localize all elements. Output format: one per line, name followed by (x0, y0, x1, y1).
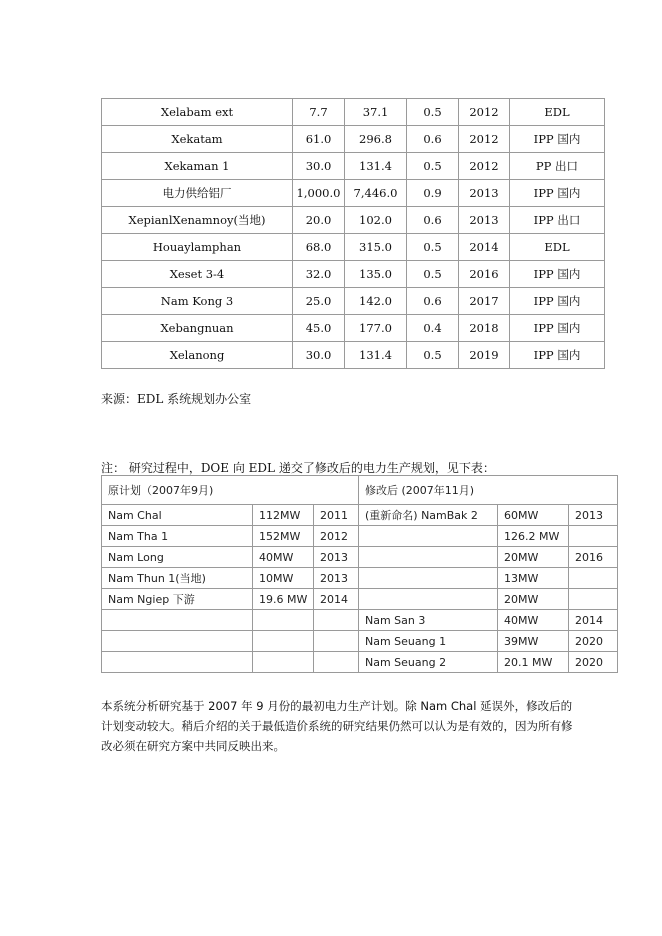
table-cell-o-mw (253, 631, 314, 652)
table-cell-r-year (569, 526, 618, 547)
table-row (102, 342, 605, 369)
table-cell-mw: 32.0 (293, 261, 345, 288)
table-cell-r-name: Nam San 3 (359, 610, 498, 631)
table-cell-name: Xekatam (102, 126, 293, 153)
revised-plan-header: 修改后 (2007年11月) (359, 476, 618, 505)
table-cell-r-mw: 126.2 MW (498, 526, 569, 547)
table-cell-mw: 61.0 (293, 126, 345, 153)
table-cell-o-mw (253, 652, 314, 673)
table-cell-name: Xeset 3-4 (102, 261, 293, 288)
table-cell-gwh: 102.0 (345, 207, 407, 234)
table-cell-o-year: 2011 (314, 505, 359, 526)
table-cell-type: IPP 国内 (510, 342, 605, 369)
table-cell-factor: 0.5 (407, 153, 459, 180)
table-row (102, 568, 618, 589)
table-row (102, 505, 618, 526)
table-cell-r-year: 2013 (569, 505, 618, 526)
table-cell-r-name (359, 526, 498, 547)
table-row (102, 99, 605, 126)
table-row (102, 315, 605, 342)
table-cell-o-year (314, 610, 359, 631)
table-row (102, 652, 618, 673)
table-cell-factor: 0.6 (407, 126, 459, 153)
table-cell-r-mw: 20MW (498, 547, 569, 568)
original-plan-header: 原计划（2007年9月) (102, 476, 359, 505)
table-cell-o-mw: 112MW (253, 505, 314, 526)
table-cell-type: EDL (510, 99, 605, 126)
table-cell-mw: 1,000.0 (293, 180, 345, 207)
table-cell-gwh: 142.0 (345, 288, 407, 315)
table-cell-o-year: 2014 (314, 589, 359, 610)
table-cell-o-name: Nam Thun 1(当地) (102, 568, 253, 589)
power-project-table-body (102, 99, 605, 369)
table-cell-o-name: Nam Long (102, 547, 253, 568)
table-cell-year: 2019 (459, 342, 510, 369)
table-cell-factor: 0.6 (407, 207, 459, 234)
table-cell-name: XepianlXenamnoy(当地) (102, 207, 293, 234)
source-note: 来源：EDL 系统规划办公室 (101, 392, 252, 406)
table-cell-r-name (359, 568, 498, 589)
table-cell-year: 2013 (459, 180, 510, 207)
table-cell-r-year: 2016 (569, 547, 618, 568)
table-cell-r-mw: 39MW (498, 631, 569, 652)
table-cell-o-mw: 40MW (253, 547, 314, 568)
table-cell-gwh: 296.8 (345, 126, 407, 153)
table-cell-type: PP 出口 (510, 153, 605, 180)
table-row (102, 589, 618, 610)
table-cell-gwh: 135.0 (345, 261, 407, 288)
table-cell-gwh: 37.1 (345, 99, 407, 126)
table-cell-factor: 0.5 (407, 342, 459, 369)
table-cell-factor: 0.4 (407, 315, 459, 342)
plan-revision-table-body (102, 476, 618, 673)
table-cell-r-mw: 20MW (498, 589, 569, 610)
table-cell-type: IPP 国内 (510, 180, 605, 207)
table-cell-gwh: 315.0 (345, 234, 407, 261)
table-cell-year: 2012 (459, 99, 510, 126)
table-cell-name: Xelanong (102, 342, 293, 369)
table-cell-r-year: 2020 (569, 652, 618, 673)
table-cell-mw: 7.7 (293, 99, 345, 126)
table-cell-o-mw (253, 610, 314, 631)
table-row (102, 288, 605, 315)
table-cell-o-name (102, 652, 253, 673)
table-cell-year: 2014 (459, 234, 510, 261)
table-cell-gwh: 177.0 (345, 315, 407, 342)
table-cell-o-name: Nam Chal (102, 505, 253, 526)
table-cell-r-mw: 40MW (498, 610, 569, 631)
table-row (102, 631, 618, 652)
table-cell-o-name: Nam Tha 1 (102, 526, 253, 547)
table-cell-r-name (359, 547, 498, 568)
table-cell-name: Xebangnuan (102, 315, 293, 342)
table-cell-r-year: 2020 (569, 631, 618, 652)
table-cell-name: Xekaman 1 (102, 153, 293, 180)
table-row (102, 261, 605, 288)
table-cell-factor: 0.6 (407, 288, 459, 315)
table-cell-name: Xelabam ext (102, 99, 293, 126)
table-row (102, 126, 605, 153)
table-cell-year: 2013 (459, 207, 510, 234)
table-cell-o-year: 2013 (314, 568, 359, 589)
table-cell-r-name: Nam Seuang 1 (359, 631, 498, 652)
table-cell-r-name (359, 589, 498, 610)
table-cell-r-mw: 13MW (498, 568, 569, 589)
table-cell-r-mw: 20.1 MW (498, 652, 569, 673)
analysis-paragraph: 本系统分析研究基于 2007 年 9 月份的最初电力生产计划。除 Nam Chal 延误外，修改后的计划变动较大。稍后介绍的关于最低造价系统的研究结果仍然可以认为是有效的，因为所有修改必须在研究方案中共同反映出来。 (101, 699, 573, 753)
table-cell-mw: 20.0 (293, 207, 345, 234)
table-cell-factor: 0.5 (407, 99, 459, 126)
table-cell-year: 2018 (459, 315, 510, 342)
table-cell-name: Nam Kong 3 (102, 288, 293, 315)
table-cell-gwh: 131.4 (345, 153, 407, 180)
table-cell-mw: 45.0 (293, 315, 345, 342)
table-cell-r-year (569, 568, 618, 589)
table-cell-mw: 68.0 (293, 234, 345, 261)
table-cell-o-mw: 10MW (253, 568, 314, 589)
table-cell-r-name: (重新命名) NamBak 2 (359, 505, 498, 526)
table-cell-name: 电力供给铝厂 (102, 180, 293, 207)
table-cell-mw: 25.0 (293, 288, 345, 315)
table-row (102, 180, 605, 207)
table-cell-year: 2017 (459, 288, 510, 315)
table-cell-mw: 30.0 (293, 153, 345, 180)
plan-revision-table (101, 475, 618, 673)
table-cell-o-name (102, 610, 253, 631)
table-cell-type: IPP 出口 (510, 207, 605, 234)
power-project-table (101, 98, 605, 369)
table-cell-type: IPP 国内 (510, 288, 605, 315)
table-cell-o-mw: 19.6 MW (253, 589, 314, 610)
table-row (102, 547, 618, 568)
table-cell-factor: 0.9 (407, 180, 459, 207)
table-cell-mw: 30.0 (293, 342, 345, 369)
table-cell-year: 2012 (459, 126, 510, 153)
table-cell-o-name: Nam Ngiep 下游 (102, 589, 253, 610)
table-cell-type: IPP 国内 (510, 261, 605, 288)
table-cell-factor: 0.5 (407, 234, 459, 261)
table-cell-gwh: 131.4 (345, 342, 407, 369)
table-cell-o-year (314, 652, 359, 673)
table-cell-o-name (102, 631, 253, 652)
table-cell-year: 2012 (459, 153, 510, 180)
table-cell-type: IPP 国内 (510, 126, 605, 153)
table-cell-o-year: 2013 (314, 547, 359, 568)
plan-revision-header-row (102, 476, 618, 505)
table-cell-factor: 0.5 (407, 261, 459, 288)
table-row (102, 153, 605, 180)
table-cell-type: IPP 国内 (510, 315, 605, 342)
table-row (102, 610, 618, 631)
table-cell-r-year (569, 589, 618, 610)
table-cell-r-year: 2014 (569, 610, 618, 631)
table-cell-name: Houaylamphan (102, 234, 293, 261)
table-cell-r-name: Nam Seuang 2 (359, 652, 498, 673)
table-cell-o-mw: 152MW (253, 526, 314, 547)
table-cell-r-mw: 60MW (498, 505, 569, 526)
revision-note: 注： 研究过程中，DOE 向 EDL 递交了修改后的电力生产规划，见下表： (101, 461, 495, 475)
table-cell-year: 2016 (459, 261, 510, 288)
table-cell-gwh: 7,446.0 (345, 180, 407, 207)
table-row (102, 234, 605, 261)
table-cell-o-year: 2012 (314, 526, 359, 547)
table-row (102, 207, 605, 234)
table-cell-o-year (314, 631, 359, 652)
table-cell-type: EDL (510, 234, 605, 261)
table-row (102, 526, 618, 547)
